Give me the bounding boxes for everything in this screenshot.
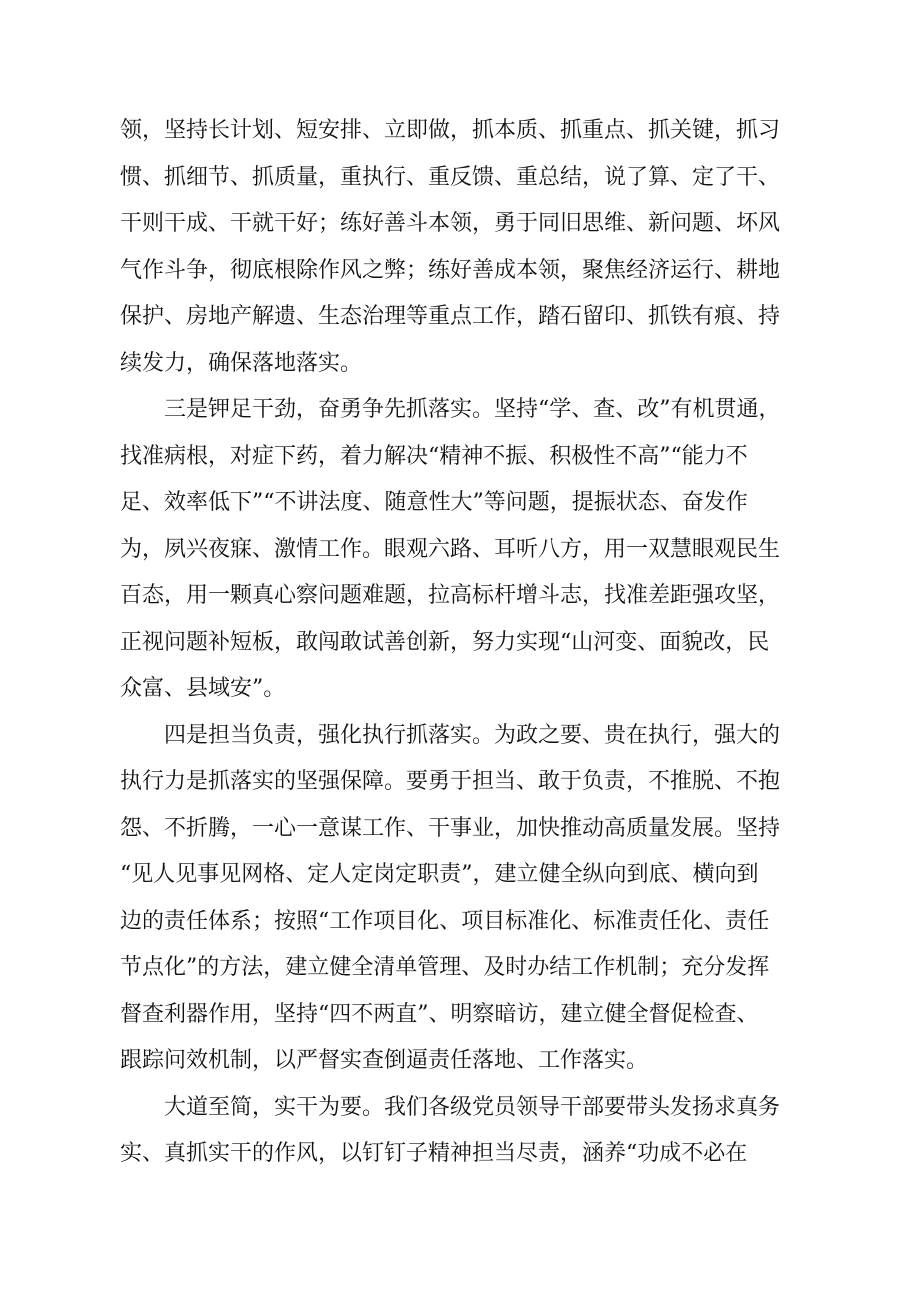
text-line: 怨、不折腾，一心一意谋工作、干事业，加快推动高质量发展。坚持	[120, 815, 781, 841]
text-line: 气作斗争，彻底根除作风之弊；练好善成本领，聚焦经济运行、耕地	[120, 257, 781, 283]
text-line: 四是担当负责，强化执行抓落实。为政之要、贵在执行，强大的	[120, 722, 781, 748]
text-line: 干则干成、干就干好；练好善斗本领，勇于同旧思维、新问题、坏风	[120, 211, 781, 236]
text-line: 保护、房地产解遗、生态治理等重点工作，踏石留印、抓铁有痕、持	[120, 304, 781, 329]
text-line: 找准病根，对症下药，着力解决“精神不振、积极性不高”“能力不	[120, 443, 748, 469]
paragraph-2	[120, 387, 810, 713]
paragraph-3	[120, 713, 810, 1085]
text-line: 正视问题补短板，敢闯敢试善创新，努力实现“山河变、面貌改，民	[120, 629, 770, 655]
text-line: 大道至简，实干为要。我们各级党员领导干部要带头发扬求真务	[120, 1094, 781, 1120]
text-line: 督查利器作用，坚持“四不两直”、明察暗访，建立健全督促检查、	[120, 1001, 759, 1027]
text-line: 众富、县域安”。	[120, 676, 286, 701]
text-line: 执行力是抓落实的坚强保障。要勇于担当、敢于负责，不推脱、不抱	[120, 769, 781, 794]
paragraph-4	[120, 1085, 810, 1178]
text-line: 百态，用一颗真心察问题难题，拉高标杆增斗志，找准差距强攻坚，	[120, 583, 781, 608]
text-line: “见人见事见网格、定人定岗定职责”，建立健全纵向到底、横向到	[120, 862, 759, 887]
text-line: 节点化”的方法，建立健全清单管理、及时办结工作机制；充分发挥	[120, 955, 770, 980]
text-line: 实、真抓实干的作风，以钉钉子精神担当尽责，涵养“功成不必在	[120, 1141, 748, 1166]
text-line: 领，坚持长计划、短安排、立即做，抓本质、抓重点、抓关键，抓习	[120, 118, 781, 143]
text-line: 跟踪问效机制，以严督实查倒逼责任落地、工作落实。	[120, 1048, 649, 1073]
text-line: 续发力，确保落地落实。	[120, 350, 363, 376]
document-body	[120, 108, 810, 1178]
paragraph-1	[120, 108, 810, 387]
text-line: 三是钾足干劲，奋勇争先抓落实。坚持“学、查、改”有机贯通，	[120, 397, 781, 422]
text-line: 足、效率低下”“不讲法度、随意性大”等问题，提振状态、奋发作	[120, 490, 748, 515]
text-line: 为，夙兴夜寐、激情工作。眼观六路、耳听八方，用一双慧眼观民生	[120, 536, 781, 562]
text-line: 惯、抓细节、抓质量，重执行、重反馈、重总结，说了算、定了干、	[120, 164, 781, 190]
text-line: 边的责任体系；按照“工作项目化、项目标准化、标准责任化、责任	[120, 908, 770, 934]
